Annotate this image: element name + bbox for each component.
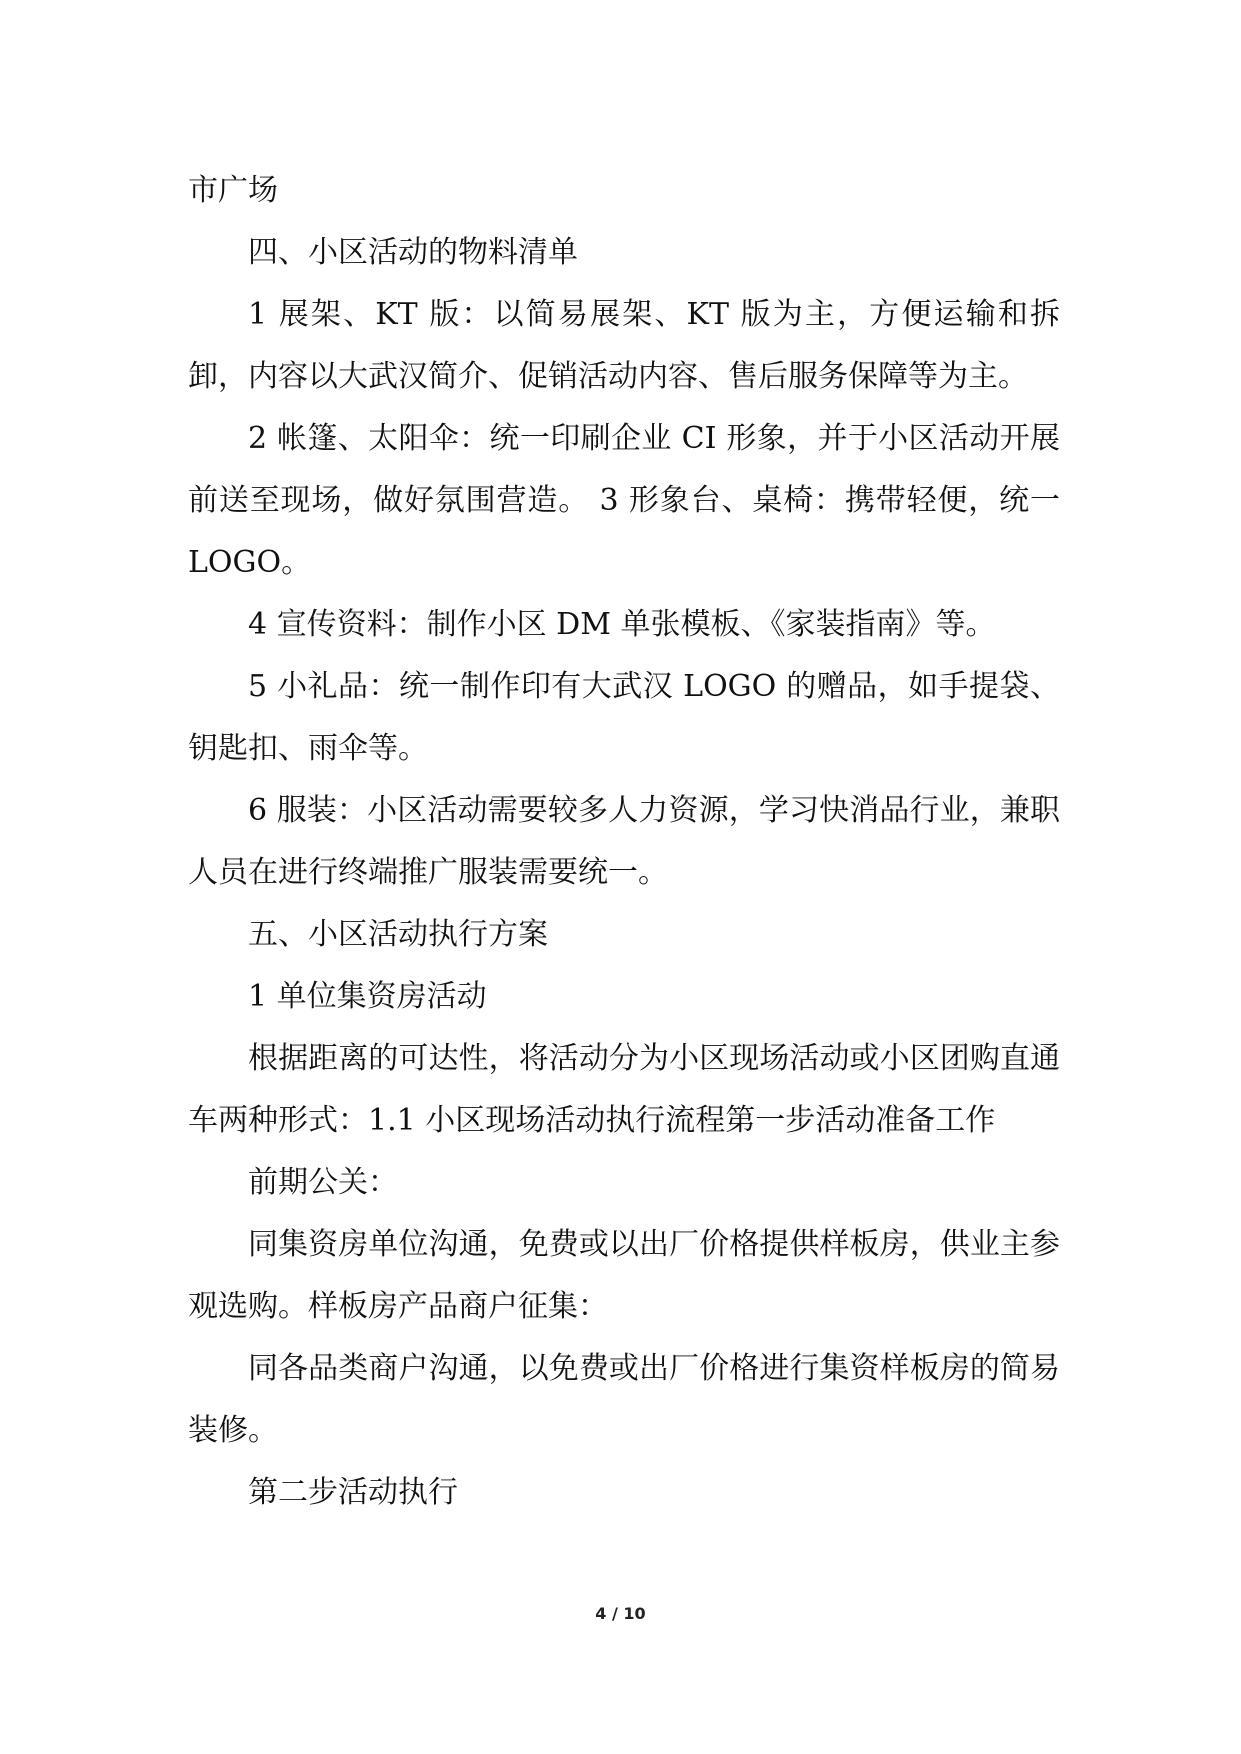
section-heading-materials: 四、小区活动的物料清单 xyxy=(248,235,578,270)
paragraph-continuation: 市广场 xyxy=(188,173,278,208)
paragraph-item-1: 1 展架、KT 版：以简易展架、KT 版为主，方便运输和拆卸，内容以大武汉简介、促销活动内容、售后服务保障等为主。 xyxy=(188,297,1060,394)
paragraph-item-4: 4 宣传资料：制作小区 DM 单张模板、《家装指南》等。 xyxy=(248,607,996,642)
section-heading-execution: 五、小区活动执行方案 xyxy=(248,917,548,952)
paragraph-item-6: 6 服装：小区活动需要较多人力资源，学习快消品行业，兼职人员在进行终端推广服装需要统一。 xyxy=(188,793,1060,890)
paragraph-activity-forms: 根据距离的可达性，将活动分为小区现场活动或小区团购直通车两种形式：1.1 小区现场活动执行流程第一步活动准备工作 xyxy=(188,1041,1060,1138)
paragraph-merchant-communication: 同各品类商户沟通，以免费或出厂价格进行集资样板房的简易装修。 xyxy=(188,1351,1060,1448)
page-number: 4 / 10 xyxy=(595,1604,646,1623)
subheading-step-two: 第二步活动执行 xyxy=(248,1475,458,1510)
paragraph-housing-communication: 同集资房单位沟通，免费或以出厂价格提供样板房，供业主参观选购。样板房产品商户征集： xyxy=(188,1227,1060,1324)
paragraph-public-relations-label: 前期公关： xyxy=(248,1165,398,1200)
document-body xyxy=(188,160,1060,1524)
subheading-unit-housing: 1 单位集资房活动 xyxy=(248,979,487,1014)
paragraph-item-5: 5 小礼品：统一制作印有大武汉 LOGO 的赠品，如手提袋、钥匙扣、雨伞等。 xyxy=(188,669,1060,766)
paragraph-item-2: 2 帐篷、太阳伞：统一印刷企业 CI 形象，并于小区活动开展前送至现场，做好氛围营造。 3 形象台、桌椅：携带轻便，统一 LOGO。 xyxy=(188,421,1060,580)
